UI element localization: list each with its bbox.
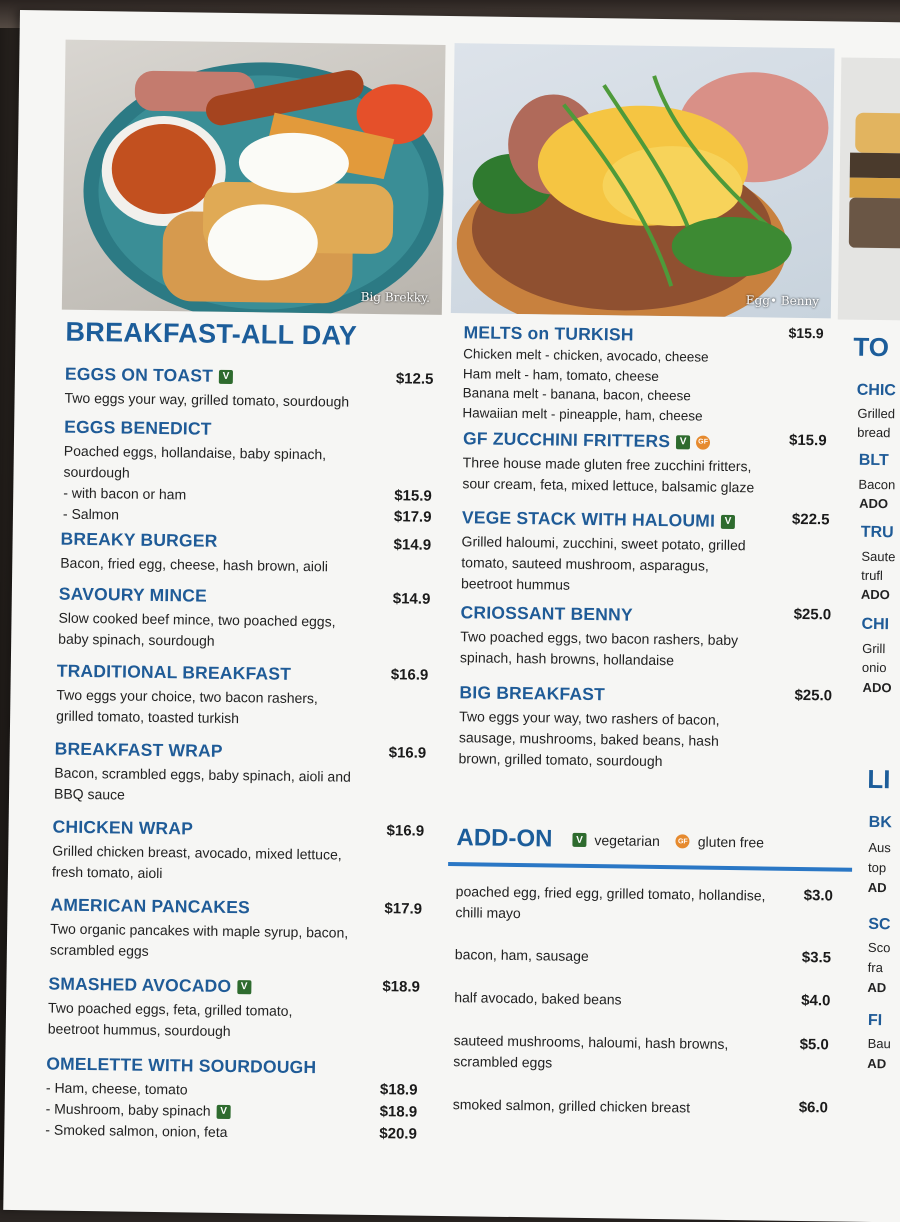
item-description: spinach, hash browns, hollandaise <box>459 649 675 669</box>
item-price: $15.9 <box>788 324 824 342</box>
item-price: $17.9 <box>384 900 423 918</box>
photo-caption: Big Brekky. <box>360 289 431 305</box>
item-description: Hawaiian melt - pineapple, ham, cheese <box>462 404 703 424</box>
item-description: Three house made gluten free zucchini fritters, <box>462 454 752 475</box>
addon-label: smoked salmon, grilled chicken breast <box>452 1096 691 1116</box>
menu-item-breaky-burger <box>60 529 391 579</box>
item-name-fragment: TRU <box>860 523 894 542</box>
menu-item-breakfast-wrap <box>54 739 385 810</box>
item-desc-fragment: Grilled <box>857 405 896 422</box>
addon-label: scrambled eggs <box>453 1053 553 1071</box>
item-name-fragment: SC <box>868 915 891 934</box>
addon-label: poached egg, fried egg, grilled tomato, hollandise, <box>455 883 766 904</box>
item-name: OMELETTE WITH SOURDOUGH <box>46 1053 317 1078</box>
item-name: CHICKEN WRAP <box>52 816 194 839</box>
addon-price: $3.0 <box>803 887 834 905</box>
item-description: sour cream, feta, mixed lettuce, balsamic glaze <box>462 475 755 496</box>
item-name: GF ZUCCHINI FRITTERS <box>462 428 671 452</box>
menu-item-vege-stack <box>461 507 792 599</box>
item-description: Two eggs your way, two rashers of bacon, <box>459 708 720 728</box>
item-name: BREAKFAST WRAP <box>54 738 223 761</box>
item-desc-fragment: fra <box>867 959 883 976</box>
item-desc-fragment: top <box>868 859 887 876</box>
item-desc-fragment: trufl <box>861 567 883 584</box>
item-description: beetroot hummus, sourdough <box>47 1020 231 1040</box>
item-desc-fragment: onio <box>861 659 887 676</box>
item-addon-fragment: ADO <box>862 679 892 696</box>
item-price: $15.9 <box>788 431 827 450</box>
addon-row <box>455 944 785 970</box>
photo-big-brekky <box>62 40 446 315</box>
vegetarian-icon: V <box>676 435 690 449</box>
vegetarian-icon: V <box>219 369 233 383</box>
item-description: Chicken melt - chicken, avocado, cheese <box>463 346 709 365</box>
item-price: $20.9 <box>379 1125 418 1143</box>
addon-price: $4.0 <box>801 992 831 1010</box>
menu-item-eggs-benedict <box>63 417 394 530</box>
gluten-free-icon: GF <box>676 834 690 848</box>
item-description: BBQ sauce <box>53 785 125 803</box>
item-name-fragment: BK <box>868 813 892 832</box>
item-name: EGGS BENEDICT <box>64 416 212 439</box>
item-price: $18.9 <box>382 978 421 996</box>
egg-benny-illustration <box>451 43 835 318</box>
item-price: $17.9 <box>393 508 432 526</box>
item-description: Two eggs your choice, two bacon rashers, <box>56 686 319 707</box>
photo-sandwich <box>838 57 900 320</box>
item-description: beetroot hummus <box>460 575 571 593</box>
addon-divider <box>448 862 852 872</box>
item-price: $14.9 <box>392 590 431 608</box>
item-desc-fragment: bread <box>857 424 891 441</box>
item-option: - Salmon <box>62 505 120 523</box>
vegetarian-icon: V <box>217 1104 231 1118</box>
item-description: scrambled eggs <box>49 941 149 959</box>
menu-item-traditional-breakfast <box>56 661 387 732</box>
item-option: - with bacon or ham <box>63 484 187 503</box>
menu-item-criossant-benny <box>460 602 791 673</box>
item-price: $16.9 <box>386 822 425 840</box>
addon-price: $5.0 <box>799 1035 829 1054</box>
item-price: $25.0 <box>793 605 832 624</box>
menu-item-american-pancakes <box>50 895 381 966</box>
item-desc-fragment: Saute <box>861 548 896 565</box>
item-description: sourdough <box>63 463 130 481</box>
item-name: EGGS ON TOAST <box>64 363 214 386</box>
item-price: $14.9 <box>393 536 432 554</box>
item-desc-fragment: Bacon <box>858 476 896 493</box>
vegetarian-icon: V <box>237 980 251 994</box>
addon-row <box>453 1094 783 1120</box>
menu-item-smashed-avocado <box>48 973 379 1044</box>
menu-sheet <box>3 10 900 1222</box>
item-option: - Smoked salmon, onion, feta <box>45 1121 228 1141</box>
item-description: brown, grilled tomato, sourdough <box>458 750 663 770</box>
menu-item-gf-zucchini-fritters <box>462 428 793 499</box>
item-price: $25.0 <box>794 686 833 705</box>
addon-label: half avocado, baked beans <box>454 989 622 1008</box>
item-desc-fragment: Bau <box>867 1035 891 1052</box>
item-option: - Ham, cheese, tomato <box>45 1079 188 1098</box>
item-name-fragment: FI <box>867 1011 883 1030</box>
item-name: TRADITIONAL BREAKFAST <box>56 660 292 684</box>
item-price: $22.5 <box>791 510 830 529</box>
item-name: VEGE STACK WITH HALOUMI <box>461 507 716 531</box>
gluten-free-icon: GF <box>696 435 710 449</box>
addon-row <box>454 987 784 1013</box>
item-option: - Mushroom, baby spinach <box>45 1100 211 1119</box>
big-brekky-illustration <box>62 40 446 315</box>
addon-price: $6.0 <box>798 1098 829 1117</box>
addon-price: $3.5 <box>801 949 832 967</box>
item-addon-fragment: AD <box>867 879 887 896</box>
addon-label: chilli mayo <box>455 904 521 922</box>
item-name: CRIOSSANT BENNY <box>460 602 633 625</box>
item-price: $18.9 <box>379 1081 418 1099</box>
addon-label: sauteed mushrooms, haloumi, hash browns, <box>453 1032 729 1052</box>
vegetarian-icon: V <box>572 833 586 847</box>
item-description: tomato, sauteed mushroom, asparagus, <box>461 554 709 574</box>
menu-item-big-breakfast <box>458 682 789 774</box>
item-desc-fragment: Aus <box>868 839 891 856</box>
legend-gluten-free: gluten free <box>697 833 765 851</box>
item-description: Poached eggs, hollandaise, baby spinach, <box>63 442 327 463</box>
item-description: fresh tomato, aioli <box>51 863 163 882</box>
item-name: MELTS on TURKISH <box>463 322 634 345</box>
item-name-fragment: BLT <box>858 451 889 470</box>
item-description: Grilled chicken breast, avocado, mixed lettuce, <box>52 842 342 863</box>
photo-egg-benny <box>451 43 835 318</box>
item-addon-fragment: ADO <box>859 495 889 512</box>
item-description: Bacon, scrambled eggs, baby spinach, aioli and <box>54 764 351 785</box>
item-addon-fragment: ADO <box>860 586 890 603</box>
item-name: SAVOURY MINCE <box>58 583 208 606</box>
item-name: AMERICAN PANCAKES <box>50 894 251 918</box>
item-description: Two poached eggs, two bacon rashers, baby <box>460 628 739 649</box>
item-description: Two eggs your way, grilled tomato, sourdough <box>64 389 350 410</box>
item-description: sausage, mushrooms, baked beans, hash <box>458 729 719 749</box>
sandwich-illustration <box>838 57 900 320</box>
addon-label: bacon, ham, sausage <box>454 946 589 965</box>
menu-item-omelette <box>45 1053 376 1145</box>
section-title-fragment: LI <box>867 763 891 795</box>
item-name: BREAKY BURGER <box>60 528 218 551</box>
item-description: Two poached eggs, feta, grilled tomato, <box>47 999 293 1019</box>
item-addon-fragment: AD <box>867 1055 887 1072</box>
item-addon-fragment: AD <box>867 979 887 996</box>
item-price: $16.9 <box>388 744 427 762</box>
section-title-breakfast: BREAKFAST-ALL DAY <box>65 316 358 351</box>
item-description: Slow cooked beef mince, two poached eggs, <box>58 609 336 630</box>
item-description: Bacon, fried egg, cheese, hash brown, aioli <box>60 554 329 575</box>
item-price: $16.9 <box>390 666 429 684</box>
item-price: $15.9 <box>394 487 432 505</box>
addon-row <box>455 881 786 928</box>
addon-row <box>453 1030 784 1077</box>
item-desc-fragment: Sco <box>867 939 891 956</box>
section-title-fragment: TO <box>853 331 890 363</box>
addon-title: ADD-ON <box>456 824 553 853</box>
vegetarian-icon: V <box>721 514 735 528</box>
menu-item-savoury-mince <box>58 584 389 655</box>
item-price: $18.9 <box>379 1103 418 1121</box>
menu-item-eggs-on-toast <box>64 364 395 414</box>
item-desc-fragment: Grill <box>862 640 886 657</box>
item-name-fragment: CHI <box>861 615 890 634</box>
item-description: grilled tomato, toasted turkish <box>56 707 240 727</box>
item-name: SMASHED AVOCADO <box>48 973 232 997</box>
item-name: BIG BREAKFAST <box>459 682 606 705</box>
legend-vegetarian: vegetarian <box>594 832 660 850</box>
item-price: $12.5 <box>395 370 434 388</box>
item-description: baby spinach, sourdough <box>58 630 215 649</box>
addon-header <box>456 824 764 856</box>
item-description: Two organic pancakes with maple syrup, bacon, <box>50 920 349 941</box>
item-description: Ham melt - ham, tomato, cheese <box>462 365 659 384</box>
item-description: Grilled haloumi, zucchini, sweet potato, grilled <box>461 533 746 554</box>
photo-caption: Egg• Benny <box>745 293 820 309</box>
item-name-fragment: CHIC <box>856 381 896 400</box>
item-description: Banana melt - banana, bacon, cheese <box>462 385 691 404</box>
menu-item-chicken-wrap <box>52 817 383 888</box>
menu-item-melts-on-turkish <box>462 322 793 427</box>
